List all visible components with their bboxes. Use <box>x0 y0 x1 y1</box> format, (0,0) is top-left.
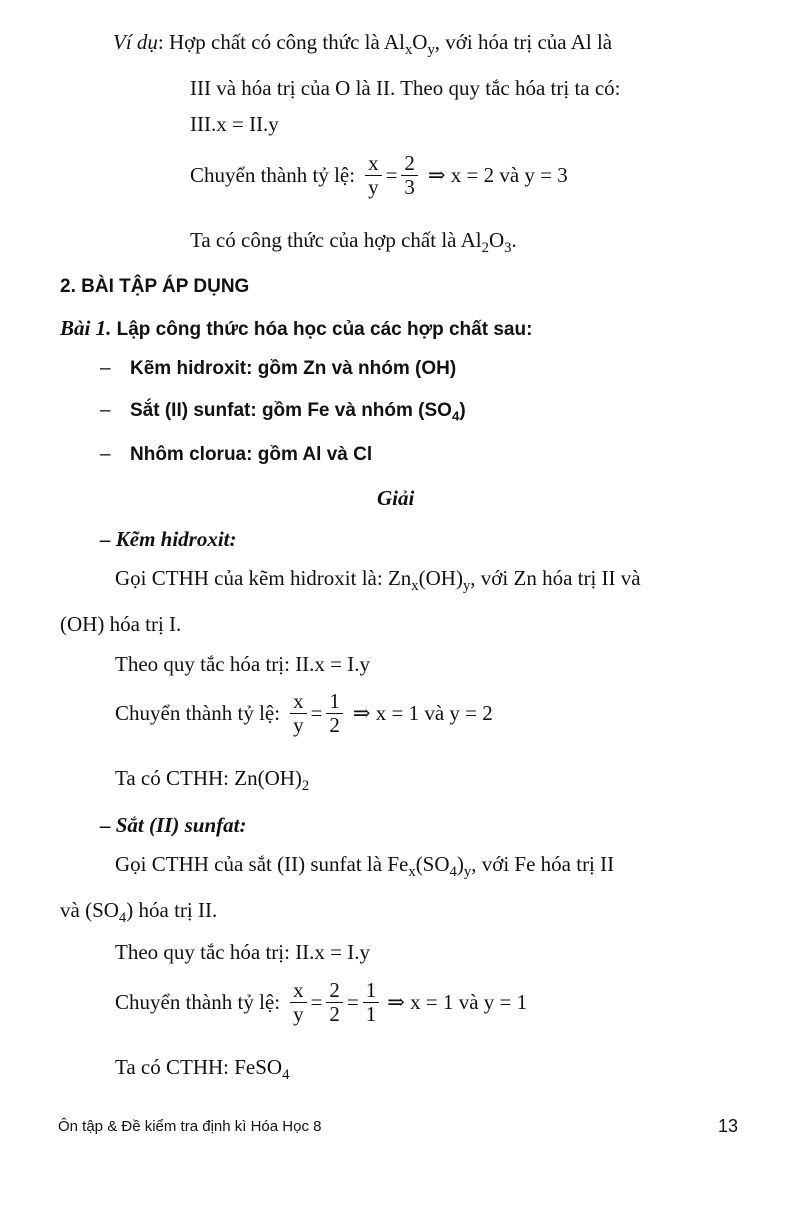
text: Ta có CTHH: Zn(OH) <box>115 766 302 790</box>
numerator: x <box>290 979 307 1003</box>
page-number: 13 <box>718 1116 739 1136</box>
text: Ta có CTHH: FeSO <box>115 1055 283 1079</box>
exercise-statement <box>60 316 532 341</box>
example-line-2: III và hóa trị của O là II. Theo quy tắc hóa trị ta có: <box>190 76 621 100</box>
example-label: Ví dụ <box>113 30 158 54</box>
denominator: 2 <box>329 1002 340 1027</box>
fraction <box>363 979 380 1026</box>
section-heading: 2. BÀI TẬP ÁP DỤNG <box>60 276 250 297</box>
fraction <box>401 152 418 199</box>
text: (SO <box>415 852 450 876</box>
numerator: x <box>290 690 307 714</box>
text: (OH) <box>418 566 463 590</box>
subscript: 4 <box>451 408 460 424</box>
part2-ratio <box>115 979 527 1026</box>
footer-book-title: Ôn tập & Đề kiểm tra định kì Hóa Học 8 <box>58 1118 322 1135</box>
text: , với Zn hóa trị II và <box>470 566 641 590</box>
denominator: y <box>293 713 304 738</box>
fraction <box>365 152 382 199</box>
item-text: Sắt (II) sunfat: gồm Fe và nhóm (SO <box>130 400 452 421</box>
denominator: 3 <box>404 175 415 200</box>
denominator: 1 <box>365 1002 377 1027</box>
text: , với Fe hóa trị II <box>471 852 615 876</box>
numerator: 1 <box>363 979 380 1003</box>
item-text: Kẽm hidroxit: gồm Zn và nhóm (OH) <box>130 358 457 379</box>
subscript: x <box>404 42 413 59</box>
text: Gọi CTHH của kẽm hidroxit là: Zn <box>115 566 412 590</box>
exercise-text: Lập công thức hóa học của các hợp chất sau: <box>111 319 533 340</box>
dash: – <box>100 358 111 379</box>
part2-rule: Theo quy tắc hóa trị: II.x = I.y <box>115 940 371 964</box>
fraction <box>290 690 307 737</box>
fraction <box>326 979 343 1026</box>
text: ⇒ x = 1 và y = 1 <box>387 990 528 1015</box>
part2-line-2 <box>60 898 218 927</box>
equals-sign: = <box>310 990 323 1015</box>
text: Chuyển thành tỷ lệ: <box>115 701 281 726</box>
numerator: 2 <box>326 979 343 1003</box>
item-text: Nhôm clorua: gồm Al và Cl <box>130 444 373 465</box>
equals-sign: = <box>346 990 359 1015</box>
fraction <box>290 979 307 1026</box>
text: và (SO <box>60 898 119 922</box>
subscript: x <box>408 864 416 881</box>
part1-line-2: (OH) hóa trị I. <box>60 612 182 636</box>
equals-sign: = <box>385 163 398 188</box>
solution-title: Giải <box>377 486 415 510</box>
text: : Hợp chất có công thức là Al <box>157 30 405 54</box>
exercise-item <box>100 444 372 466</box>
part2-line-1 <box>115 852 615 881</box>
equals-sign: = <box>310 701 323 726</box>
subscript: 2 <box>301 778 310 795</box>
part1-rule: Theo quy tắc hóa trị: II.x = I.y <box>115 652 371 676</box>
subscript: 4 <box>449 864 457 881</box>
part1-conclusion <box>115 766 310 795</box>
text: . <box>511 228 517 252</box>
subscript: y <box>427 42 435 59</box>
text: ) <box>456 852 464 876</box>
subscript: 3 <box>504 240 512 257</box>
subscript: y <box>463 864 472 881</box>
numerator: 2 <box>401 152 418 176</box>
text: Chuyển thành tỷ lệ: <box>190 163 356 188</box>
example-line-3: III.x = II.y <box>190 112 279 136</box>
numerator: 1 <box>326 690 343 714</box>
text: Gọi CTHH của sắt (II) sunfat là Fe <box>115 852 409 876</box>
denominator: y <box>368 175 379 200</box>
exercise-item <box>100 358 456 380</box>
subscript: x <box>411 578 419 595</box>
item-text: ) <box>459 400 466 421</box>
text: Ta có công thức của hợp chất là Al <box>190 228 482 252</box>
dash: – <box>100 444 111 465</box>
part1-heading: – Kẽm hidroxit: <box>100 527 237 551</box>
fraction <box>326 690 343 737</box>
exercise-label: Bài 1. <box>60 316 112 340</box>
part1-ratio <box>115 690 493 737</box>
dash: – <box>100 400 111 421</box>
example-line-1 <box>113 30 613 59</box>
text: O <box>488 228 505 252</box>
example-ratio <box>190 152 568 199</box>
exercise-item <box>100 400 466 422</box>
part2-heading: – Sắt (II) sunfat: <box>100 813 247 837</box>
subscript: y <box>462 578 471 595</box>
part2-conclusion <box>115 1055 290 1084</box>
text: ) hóa trị II. <box>126 898 218 922</box>
part1-line-1 <box>115 566 641 595</box>
text: ⇒ x = 1 và y = 2 <box>352 701 493 726</box>
text: Chuyển thành tỷ lệ: <box>115 990 281 1015</box>
denominator: 2 <box>329 713 340 738</box>
subscript: 2 <box>481 240 489 257</box>
text: O <box>412 30 428 54</box>
text: , với hóa trị của Al là <box>434 30 613 54</box>
subscript: 4 <box>282 1067 290 1084</box>
denominator: y <box>293 1002 304 1027</box>
numerator: x <box>365 152 382 176</box>
example-conclusion <box>190 228 517 257</box>
subscript: 4 <box>118 910 127 927</box>
text: ⇒ x = 2 và y = 3 <box>427 163 568 188</box>
